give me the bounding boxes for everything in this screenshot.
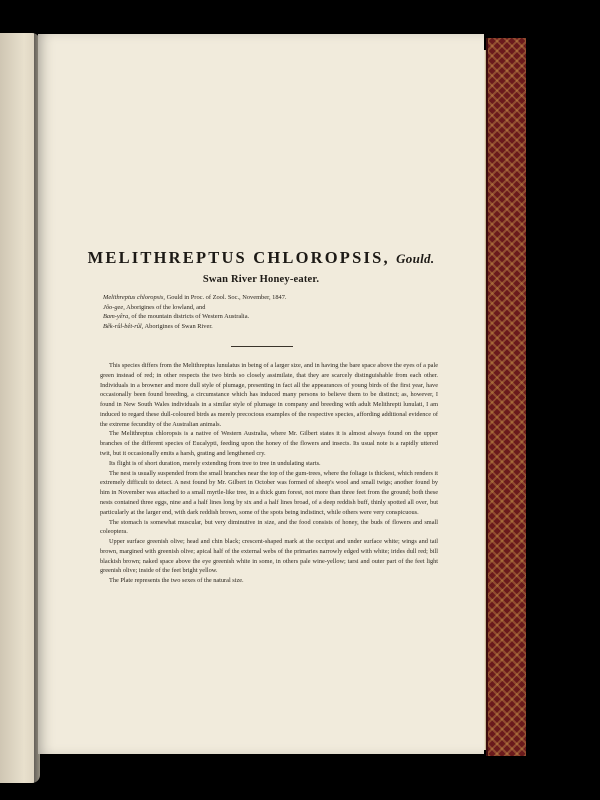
book-page bbox=[38, 34, 484, 754]
synonym-italic: Bam-yêra, bbox=[103, 313, 130, 321]
synonym-line bbox=[103, 293, 463, 303]
synonym-italic: Jôo-gee, bbox=[103, 303, 125, 311]
body-paragraph: The nest is usually suspended from the small branches near the top of the gum-trees, where the foliage is thickest, which renders it extremely difficult to detect. A nest found by Mr. Gilbert in October was formed of sheep's wool and small twigs; another found by him in November was attached to a small myrtle-like tree, in a thick gum forest, not more than three feet from the ground; both these nests contained three eggs, nine and a half lines long by six and a half lines broad, of a deep reddish buff, thinly spotted all over, but particularly at the larger end, with dark reddish brown, some of the spots being indistinct, while others were very conspicuous. bbox=[100, 469, 438, 516]
page-title bbox=[38, 248, 484, 268]
body-paragraph: The Plate represents the two sexes of the natural size. bbox=[109, 577, 244, 585]
section-divider bbox=[231, 346, 293, 347]
body-paragraph: The stomach is somewhat muscular, but very diminutive in size, and the food consists of honey, the buds of flowers and small coleoptera. bbox=[100, 518, 438, 536]
body-paragraph: Upper surface greenish olive; head and chin black; crescent-shaped mark at the occiput and under surface white; wings and tail brown, margined with greenish olive; apical half of the external webs of the primaries narrowly edged with white; irides dull red; bill blackish brown; naked space above the eye greenish white in some, in others pale wine-yellow; tarsi and outer part of the feet light greenish olive; inside of the feet bright yellow. bbox=[100, 538, 438, 575]
synonym-rest: Aborigines of the lowland, and bbox=[124, 303, 206, 311]
species-author: Gould. bbox=[396, 251, 435, 266]
decorative-binding bbox=[486, 38, 526, 756]
title-block bbox=[38, 248, 484, 285]
synonym-italic: Melithreptus chloropsis, bbox=[103, 294, 166, 301]
synonym-line bbox=[103, 303, 463, 313]
synonym-rest: of the mountain districts of Western Australia. bbox=[129, 313, 250, 321]
synonym-list bbox=[103, 293, 463, 331]
synonym-rest: Gould in Proc. of Zool. Soc., November, 1847. bbox=[165, 294, 287, 301]
body-text bbox=[100, 361, 438, 586]
synonym-italic: Bêk-rûl-bêt-rûl, bbox=[103, 322, 144, 330]
body-paragraph: This species differs from the Melithreptus lunulatus in being of a larger size, and in having the bare space above the eyes of a pale green instead of red; in other respects the two birds so closely assimilate, that they are scarcely distinguishable from each other. Individuals in a browner and more dull style of plumage, presenting in fact all the appearances of young birds of the first year, have occasionally been found breeding, a circumstance which has induced many persons to believe them to be distinct; as, however, I found in New South Wales individuals in a similar style of plumage in company and breeding with adult Melithrepti lunulati, I am induced to regard these dull-coloured birds as merely precocious examples of the respective species, affording additional evidence of the extreme fecundity of the Australian animals. bbox=[100, 362, 438, 428]
body-paragraph: Its flight is of short duration, merely extending from tree to tree in undulating starts. bbox=[109, 459, 321, 467]
synonym-line bbox=[103, 312, 463, 322]
species-name: MELITHREPTUS CHLOROPSIS, bbox=[87, 248, 390, 267]
body-paragraph: The Melithreptus chloropsis is a native of Western Australia, where Mr. Gilbert states it is almost always found on the upper branches of the different species of Eucalypti, feeding upon the honey of the flowers and insects. Its usual note is a rapidly uttered twit, but it occasionally emits a harsh, grating and lengthened cry. bbox=[100, 430, 438, 458]
synonym-line bbox=[103, 322, 463, 332]
synonym-rest: Aborigines of Swan River. bbox=[143, 322, 213, 330]
common-name: Swan River Honey-eater. bbox=[202, 274, 320, 285]
